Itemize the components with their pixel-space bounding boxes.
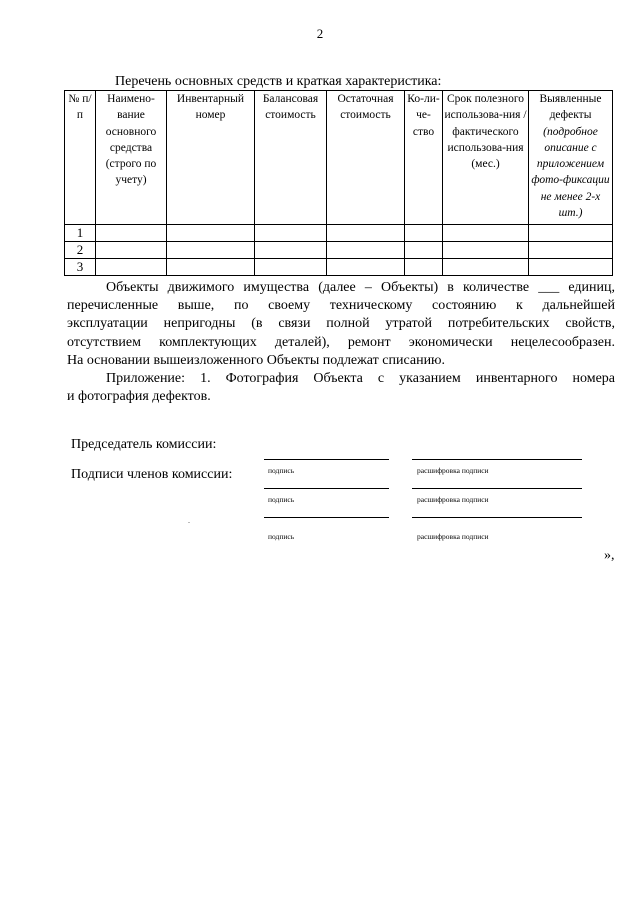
table-cell <box>405 259 443 276</box>
table-cell <box>167 259 255 276</box>
decoding-caption: расшифровка подписи <box>417 532 489 541</box>
row-number: 3 <box>65 259 96 276</box>
table-row <box>65 259 613 276</box>
signature-line <box>264 488 389 489</box>
table-cell <box>96 259 167 276</box>
signature-line <box>264 459 389 460</box>
defects-note: (подробное описание с приложением фото-фиксации не менее 2-х шт.) <box>531 125 610 220</box>
signature-caption: подпись <box>268 495 295 504</box>
signature-caption: подпись <box>268 466 295 475</box>
signature-line <box>264 517 389 518</box>
table-cell <box>529 225 613 242</box>
signature-caption: подпись <box>268 532 295 541</box>
chairman-label: Председатель комиссии: <box>71 437 217 452</box>
decoding-line <box>412 459 582 460</box>
table-cell <box>327 225 405 242</box>
paragraph-line: эксплуатации непригодны (в связи полной утратой потребительских свойств, <box>67 316 615 332</box>
table-header-row <box>65 91 613 225</box>
table-cell <box>529 259 613 276</box>
table-cell <box>327 259 405 276</box>
table-title: Перечень основных средств и краткая характеристика: <box>115 74 442 89</box>
header-cell-asset-name: Наимено-вание основного средства (строго по учету) <box>96 91 167 225</box>
header-cell-residual-value: Остаточная стоимость <box>327 91 405 225</box>
table-cell <box>327 242 405 259</box>
table-cell <box>96 242 167 259</box>
decoding-caption: расшифровка подписи <box>417 495 489 504</box>
header-cell-useful-life: Срок полезного использова-ния / фактического использова-ния (мес.) <box>443 91 529 225</box>
table-row <box>65 225 613 242</box>
row-number: 1 <box>65 225 96 242</box>
header-cell-inventory-number: Инвентарный номер <box>167 91 255 225</box>
paragraph-line: На основании вышеизложенного Объекты подлежат списанию. <box>67 352 446 368</box>
header-cell-quantity: Ко-ли-че-ство <box>405 91 443 225</box>
paragraph-line: отсутствием комплектующих деталей), ремонт экономически нецелесообразен. <box>67 334 615 350</box>
writeoff-paragraph <box>67 279 615 370</box>
header-cell-book-value: Балансовая стоимость <box>255 91 327 225</box>
table-cell <box>167 242 255 259</box>
table-cell <box>405 225 443 242</box>
header-cell-defects <box>529 91 613 225</box>
paragraph-line: Приложение: 1. Фотография Объекта с указанием инвентарного номера <box>106 371 615 386</box>
table-row <box>65 242 613 259</box>
closing-mark: », <box>604 548 615 563</box>
paragraph-line: перечисленные выше, по своему техническому состоянию к дальнейшей <box>67 298 615 314</box>
table-cell <box>443 225 529 242</box>
decoding-caption: расшифровка подписи <box>417 466 489 475</box>
table-cell <box>529 242 613 259</box>
scan-speck <box>188 522 190 523</box>
page-number: 2 <box>316 26 324 41</box>
header-cell-number: № п/п <box>65 91 96 225</box>
table-cell <box>167 225 255 242</box>
table-cell <box>405 242 443 259</box>
table-cell <box>443 242 529 259</box>
table-cell <box>255 242 327 259</box>
members-label: Подписи членов комиссии: <box>71 467 233 482</box>
table-cell <box>443 259 529 276</box>
fixed-assets-table <box>64 90 613 276</box>
paragraph-line: Объекты движимого имущества (далее – Объекты) в количестве ___ единиц, <box>106 280 615 295</box>
defects-label: Выявленные дефекты <box>539 93 602 122</box>
table-cell <box>255 259 327 276</box>
table-cell <box>255 225 327 242</box>
decoding-line <box>412 517 582 518</box>
row-number: 2 <box>65 242 96 259</box>
table-cell <box>96 225 167 242</box>
appendix-paragraph <box>67 370 615 406</box>
paragraph-line: и фотография дефектов. <box>67 389 211 405</box>
decoding-line <box>412 488 582 489</box>
